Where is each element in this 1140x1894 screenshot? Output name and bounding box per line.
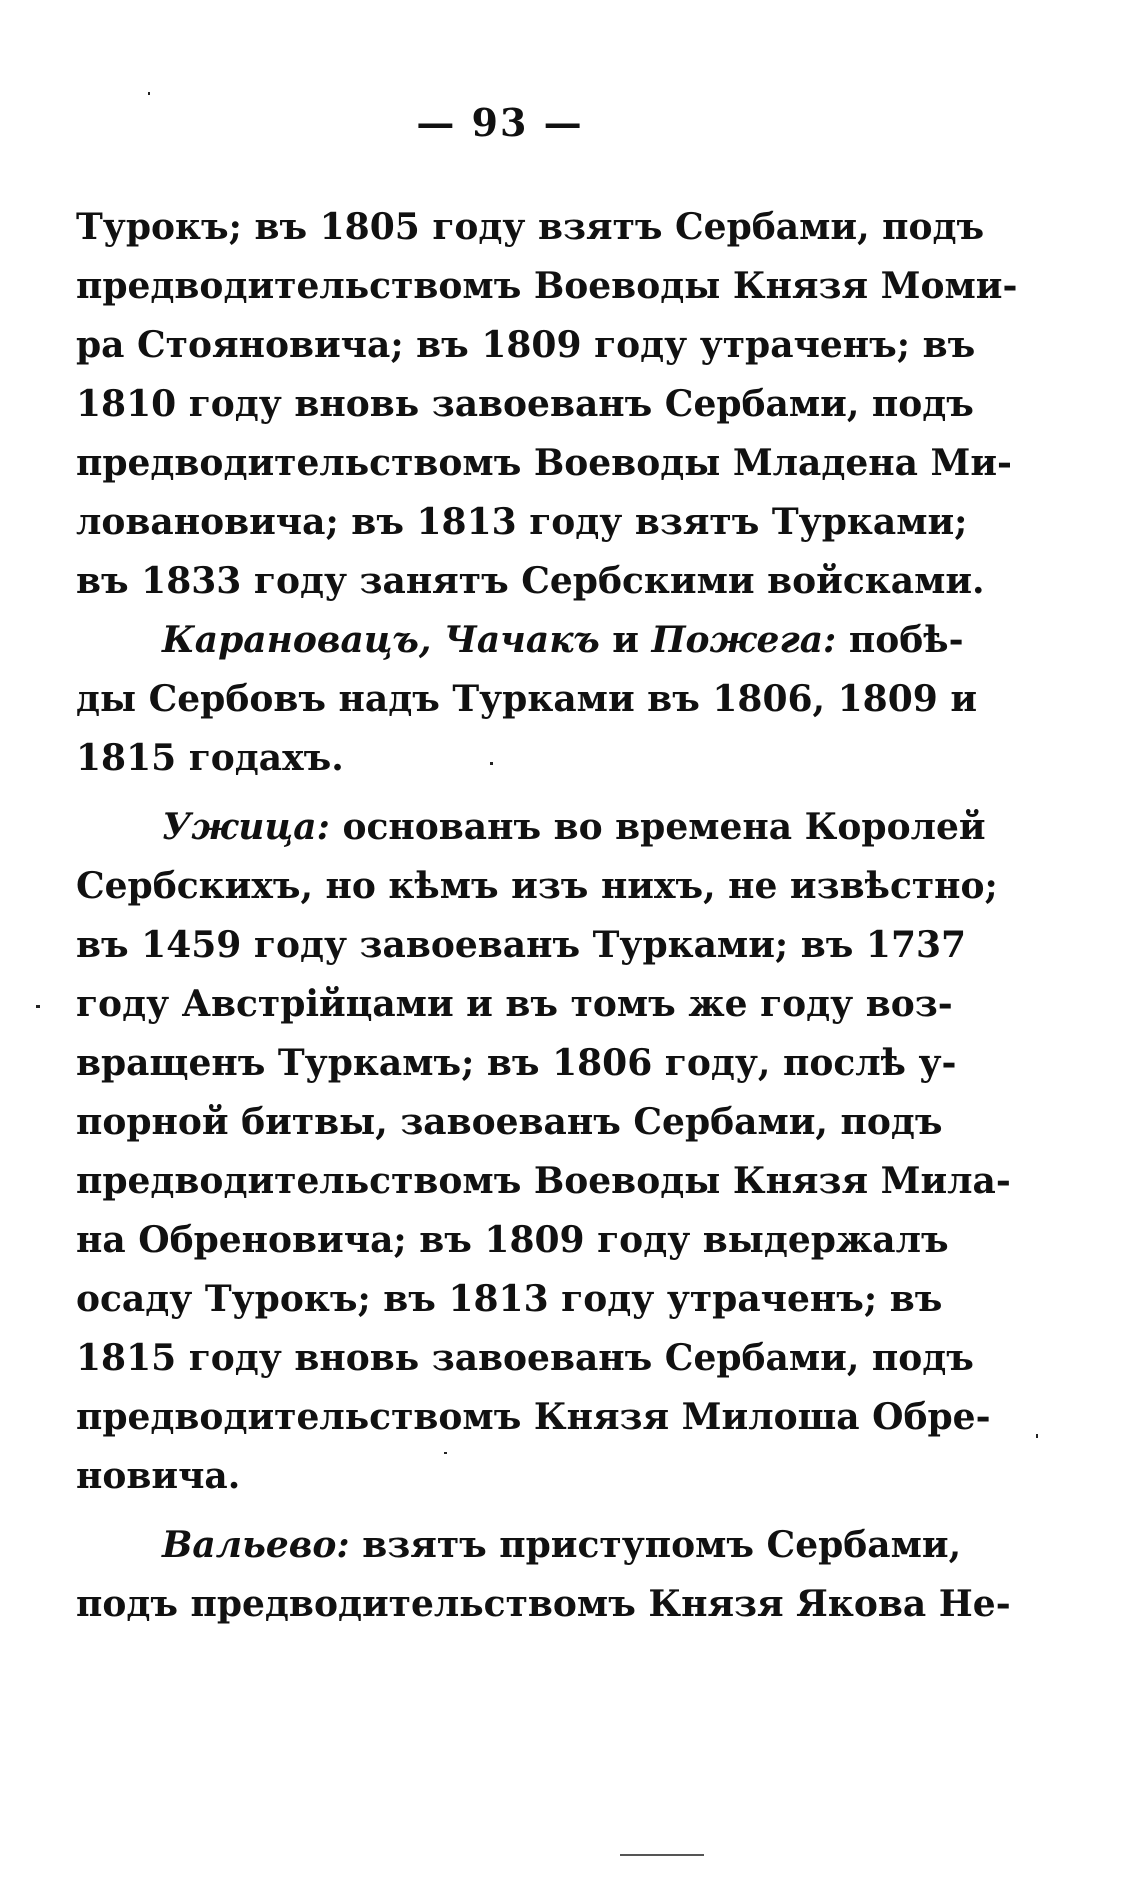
text-line: предводительствомъ Князя Милоша Обре- [76,1396,991,1438]
text-line [76,798,986,857]
scan-dash [620,1854,704,1856]
text-line: Турокъ; въ 1805 году взятъ Сербами, подъ [76,206,985,248]
scan-speck [36,1005,40,1008]
scan-speck [444,1452,447,1454]
text-line: на Обреновича; въ 1809 году выдержалъ [76,1219,949,1261]
scan-speck [490,762,493,765]
text-line: году Австрійцами и въ томъ же году воз- [76,983,953,1025]
paragraph [76,611,978,788]
page-number: — 93 — [416,100,584,145]
text-line: вращенъ Туркамъ; въ 1806 году, послѣ у- [76,1042,957,1084]
paragraph [76,798,1011,1506]
text-line: 1815 годахъ. [76,737,344,779]
text-line: 1815 году вновь завоеванъ Сербами, подъ [76,1337,974,1379]
text-line: новича. [76,1455,241,1497]
text-line: порной битвы, завоеванъ Сербами, подъ [76,1101,943,1143]
text-line: въ 1833 году занятъ Сербскими войсками. [76,560,985,602]
place-name: Пожега: [651,619,837,661]
paragraph [76,1516,1011,1634]
place-name: Ужица: [162,806,330,848]
body-text [76,198,1018,1634]
text-line: предводительствомъ Воеводы Младена Ми- [76,442,1012,484]
text-line: Сербскихъ, но кѣмъ изъ нихъ, не извѣстно; [76,865,998,907]
text-line: 1810 году вновь завоеванъ Сербами, подъ [76,383,974,425]
place-name: Карановацъ, Чачакъ [162,619,600,661]
text-line: ра Стояновича; въ 1809 году утраченъ; въ [76,324,976,366]
scan-speck [148,92,150,95]
text-line [76,1516,962,1575]
scan-speck [1036,1434,1038,1438]
text-line: ды Сербовъ надъ Турками въ 1806, 1809 и [76,678,978,720]
conjunction: и [599,619,652,661]
text-line: предводительствомъ Воеводы Князя Моми- [76,265,1018,307]
text-line: предводительствомъ Воеводы Князя Мила- [76,1160,1011,1202]
line-text: основанъ во времена Королей [329,806,986,848]
text-line: подъ предводительствомъ Князя Якова Не- [76,1583,1011,1625]
paragraph [76,198,1018,611]
text-line: лoвановича; въ 1813 году взятъ Турками; [76,501,968,543]
text-line: въ 1459 году завоеванъ Турками; въ 1737 [76,924,967,966]
line-text: взятъ приступомъ Сербами, [349,1524,962,1566]
paragraph-gap [76,788,918,798]
paragraph-gap [76,1506,918,1516]
line-text: побѣ- [836,619,964,661]
text-line: осаду Турокъ; въ 1813 году утраченъ; въ [76,1278,943,1320]
place-name: Вальево: [162,1524,350,1566]
text-line [76,611,964,670]
